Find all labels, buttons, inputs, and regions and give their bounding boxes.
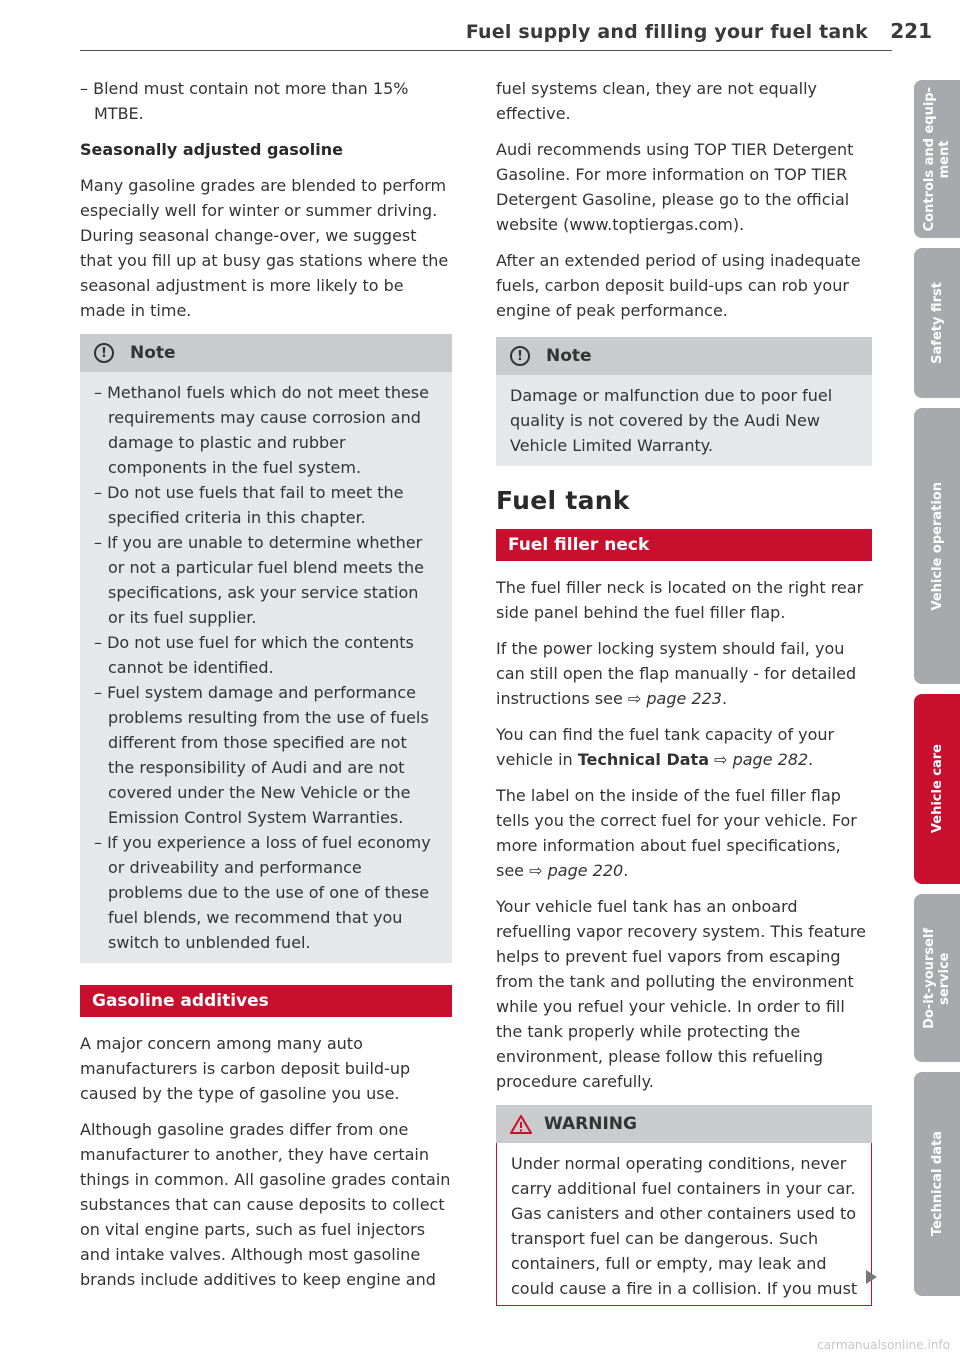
note-header bbox=[496, 337, 872, 375]
neck-paragraph-2 bbox=[496, 636, 872, 711]
side-tab-safety[interactable] bbox=[914, 248, 960, 398]
neck-paragraph-4 bbox=[496, 783, 872, 883]
text-run: The label on the inside of the fuel filler flap tells you the correct fuel for your vehicle. For more information about fuel specifications, see bbox=[496, 786, 857, 880]
note-box-warranty bbox=[496, 337, 872, 466]
running-title: Fuel supply and filling your fuel tank bbox=[465, 21, 868, 43]
page-ref-223[interactable]: ⇨ page 223 bbox=[627, 689, 722, 708]
page-number: 221 bbox=[890, 19, 932, 43]
left-column bbox=[80, 76, 452, 1303]
neck-paragraph-5: Your vehicle fuel tank has an onboard refuelling vapor recovery system. This feature helps to prevent fuel vapors from escaping from the tank and polluting the environment while you refuel your vehicle. In order to fill the tank properly while protecting the environment, please follow this refueling procedure carefully. bbox=[496, 897, 866, 1091]
page-ref-220[interactable]: ⇨ page 220 bbox=[529, 861, 624, 880]
continued-paragraph: fuel systems clean, they are not equally effective. bbox=[496, 79, 817, 123]
additives-paragraph-1: A major concern among many auto manufacturers is carbon deposit build-up caused by the type of gasoline you use. bbox=[80, 1034, 411, 1103]
mtbe-item: – Blend must contain not more than 15% MTBE. bbox=[80, 79, 409, 123]
seasonal-body: Many gasoline grades are blended to perform especially well for winter or summer driving. During seasonal change-over, we suggest that you fill up at busy gas stations where the seasonal adjustment is more likely to be made in time. bbox=[80, 176, 449, 320]
warning-triangle-icon bbox=[510, 1115, 532, 1134]
carbon-paragraph: After an extended period of using inadequate fuels, carbon deposit build-ups can rob your engine of peak performance. bbox=[496, 251, 861, 320]
right-column bbox=[496, 76, 872, 1306]
neck-paragraph-1: The fuel filler neck is located on the right rear side panel behind the fuel filler flap. bbox=[496, 578, 864, 622]
additives-paragraph-2: Although gasoline grades differ from one manufacturer to another, they have certain things in common. All gasoline grades contain substances that can cause deposits to collect on vital engine parts, such as fuel injectors and intake valves. Although most gasoline brands include additives to keep engine and bbox=[80, 1120, 451, 1289]
warning-box bbox=[496, 1105, 872, 1306]
note-item: – Methanol fuels which do not meet these requirements may cause corrosion and damage to plastic and rubber components in the fuel system. bbox=[94, 383, 429, 477]
note-body bbox=[496, 375, 872, 458]
warning-body bbox=[496, 1143, 872, 1306]
note-item: – If you experience a loss of fuel economy or driveability and performance problems due to the use of one of these fuel blends, we recommend that you switch to unblended fuel. bbox=[94, 833, 431, 952]
fuel-tank-heading: Fuel tank bbox=[496, 486, 630, 515]
seasonal-heading: Seasonally adjusted gasoline bbox=[80, 140, 343, 159]
note-icon: ! bbox=[510, 346, 530, 366]
note-body bbox=[80, 372, 452, 955]
side-tab-vehicle-care[interactable] bbox=[914, 694, 960, 884]
fuel-filler-neck-heading: Fuel filler neck bbox=[496, 529, 872, 561]
side-tab-controls[interactable] bbox=[914, 80, 960, 238]
side-tab-diy[interactable] bbox=[914, 894, 960, 1062]
note-label: Note bbox=[546, 345, 592, 366]
top-tier-paragraph: Audi recommends using TOP TIER Detergent Gasoline. For more information on TOP TIER Detergent Gasoline, please go to the official website (www.toptiergas.com). bbox=[496, 140, 854, 234]
side-tab-label: Technical data bbox=[929, 1131, 945, 1237]
note-text: Damage or malfunction due to poor fuel quality is not covered by the Audi New Vehicle Limited Warranty. bbox=[510, 386, 833, 455]
note-label: Note bbox=[130, 342, 176, 363]
note-item: – Fuel system damage and performance problems resulting from the use of fuels different from those specified are not the responsibility of Audi and are not covered under the New Vehicle or the Emission Control System Warranties. bbox=[94, 683, 429, 827]
warning-header bbox=[496, 1105, 872, 1143]
side-tab-label: Vehicle operation bbox=[929, 481, 945, 611]
header-rule bbox=[80, 50, 892, 51]
note-icon: ! bbox=[94, 343, 114, 363]
note-item: – Do not use fuel for which the contents cannot be identified. bbox=[94, 633, 414, 677]
technical-data-term: Technical Data bbox=[577, 750, 709, 769]
text-run: . bbox=[721, 689, 728, 708]
gasoline-additives-heading: Gasoline additives bbox=[80, 985, 452, 1017]
watermark: carmanualsonline.info bbox=[817, 1338, 950, 1352]
side-tab-label: Do-it-yourself service bbox=[922, 927, 952, 1029]
text-run: . bbox=[808, 750, 814, 769]
side-tab-label: Safety first bbox=[929, 282, 945, 364]
warning-text: Under normal operating conditions, never carry additional fuel containers in your car. Gas canisters and other containers used to transport fuel can be dangerous. Such containers, full or empty, may leak and could cause a fire in a collision. If you must bbox=[511, 1154, 858, 1298]
note-box-methanol bbox=[80, 334, 452, 963]
side-tab-technical[interactable] bbox=[914, 1072, 960, 1296]
side-tab-operation[interactable] bbox=[914, 408, 960, 684]
note-header bbox=[80, 334, 452, 372]
note-item: – Do not use fuels that fail to meet the specified criteria in this chapter. bbox=[94, 483, 404, 527]
text-run: You can find the fuel tank capacity of your vehicle in bbox=[496, 725, 835, 769]
neck-paragraph-3 bbox=[496, 722, 872, 772]
page-ref-282[interactable]: ⇨ page 282 bbox=[714, 750, 809, 769]
continued-arrow-icon bbox=[866, 1270, 877, 1284]
text-run: If the power locking system should fail, you can still open the flap manually - for detailed instructions see bbox=[496, 639, 857, 708]
side-tab-label: Vehicle care bbox=[929, 744, 945, 834]
warning-label: WARNING bbox=[544, 1113, 637, 1134]
side-tab-label: Controls and equip- ment bbox=[922, 86, 952, 232]
note-item: – If you are unable to determine whether or not a particular fuel blend meets the specifications, ask your service station or its fuel supplier. bbox=[94, 533, 424, 627]
text-run: . bbox=[623, 861, 629, 880]
